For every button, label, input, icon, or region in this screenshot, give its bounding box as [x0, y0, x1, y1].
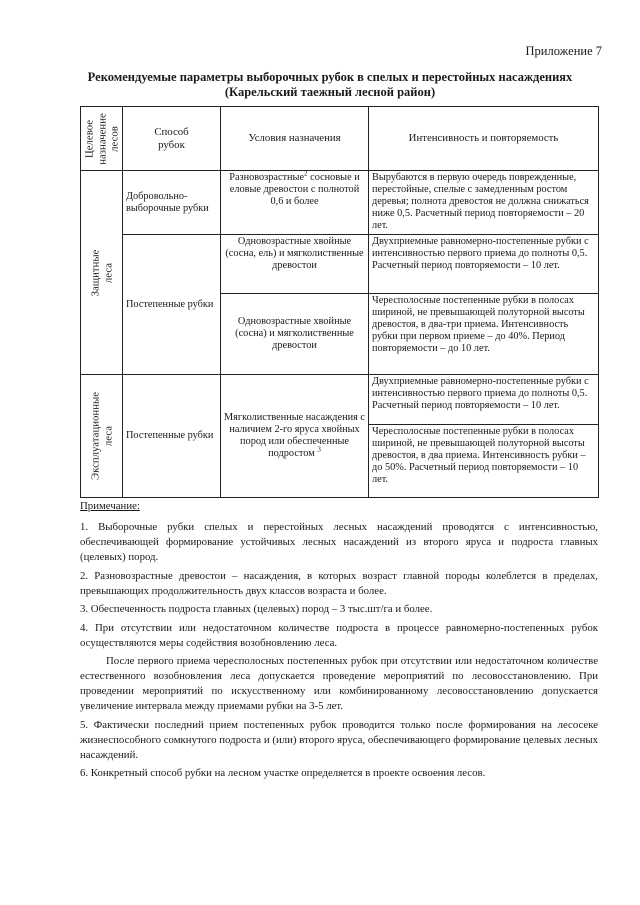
table-row — [81, 171, 599, 235]
note-item: 2. Разновозрастные древостои – насаждения, в которых возраст главной породы колеблется в пределах, превышающих продолжительность двух классов возраста и более. — [80, 569, 598, 597]
header-purpose-line: Целевое — [82, 119, 95, 158]
notes-section — [80, 499, 598, 785]
footnote-mark: 2 — [304, 169, 308, 178]
intensity-cell: Двухприемные равномерно-постепенные рубки с интенсивностью первого приема до полноты 0,5. Расчетный период повторяемости – 10 лет. — [369, 375, 599, 425]
header-method-line: рубок — [158, 138, 185, 151]
intensity-cell: Двухприемные равномерно-постепенные рубки с интенсивностью первого приема до полноты 0,5. Расчетный период повторяемости – 10 лет. — [369, 235, 599, 294]
group-protective — [81, 171, 123, 375]
document-title — [60, 70, 600, 100]
header-method-line: Способ — [154, 125, 189, 138]
conditions-cell: Одновозрастные хвойные (сосна) и мягколиственные древостои — [221, 294, 369, 375]
header-purpose — [81, 107, 123, 171]
intensity-cell: Чересполосные постепенные рубки в полосах шириной, не превышающей полуторной высоты древостоя, в два-три приема. Интенсивность рубки при первом приеме – до 40%. Период повторяемости – до 10 лет. — [369, 294, 599, 375]
note-item: 3. Обеспеченность подроста главных (целевых) пород – 3 тыс.шт/га и более. — [80, 603, 433, 615]
header-intensity: Интенсивность и повторяемость — [369, 107, 599, 171]
conditions-text: сосновые и еловые древостои с полнотой 0,6 и более — [229, 172, 360, 207]
table-row — [81, 235, 599, 294]
notes-heading: Примечание: — [80, 500, 140, 512]
group-label-line: Защитные — [89, 249, 101, 296]
table-row — [81, 375, 599, 425]
title-line-2: (Карельский таежный лесной район) — [224, 85, 436, 99]
method-cell: Добровольно-выборочные рубки — [123, 171, 221, 235]
intensity-cell: Вырубаются в первую очередь поврежденные, перестойные, спелые с замедленным ростом деревья; полнота древостоя не должна снижаться ниже 0,5. Расчетный период повторяемости – 20 лет. — [369, 171, 599, 235]
group-label-line: Эксплуатационные — [89, 391, 101, 481]
footnote-mark: 3 — [317, 445, 321, 454]
note-item: 6. Конкретный способ рубки на лесном участке определяется в проекте освоения лесов. — [80, 767, 486, 779]
group-label-line: леса — [101, 262, 114, 283]
conditions-cell — [221, 375, 369, 498]
note-item: 5. Фактически последний прием постепенных рубок проводится только после формирования на лесосеке жизнеспособного сомкнутого подроста и (или) второго яруса, обеспечивающего формирование целевых лесных насаждений. — [80, 718, 598, 761]
header-method — [123, 107, 221, 171]
group-label-line: леса — [101, 425, 114, 447]
conditions-text: Мягколиственные насаждения с наличием 2-го яруса хвойных пород или обеспеченные подростом — [224, 412, 365, 459]
conditions-cell: Одновозрастные хвойные (сосна, ель) и мягколиственные древостои — [221, 235, 369, 294]
intensity-cell: Чересполосные постепенные рубки в полосах шириной, не превышающей полуторной высоты древостоя, в два приема. Интенсивность рубки – до 50%. Расчетный период повторяемости – 10 лет. — [369, 425, 599, 498]
title-line-1: Рекомендуемые параметры выборочных рубок в спелых и перестойных насаждениях — [87, 70, 573, 84]
method-cell: Постепенные рубки — [123, 375, 221, 498]
header-purpose-line: назначение — [95, 112, 108, 165]
note-item: 1. Выборочные рубки спелых и перестойных лесных насаждений проводятся с интенсивностью, обеспечивающей формирование устойчивых лесных насаждений из второго яруса и подроста главных (целевых) пород. — [80, 521, 598, 563]
conditions-cell — [221, 171, 369, 235]
note-item: 4. При отсутствии или недостаточном количестве подроста в процессе равномерно-постепенных рубок осуществляются меры содействия возобновлению леса. — [80, 621, 598, 649]
parameters-table — [80, 106, 599, 498]
header-conditions: Условия назначения — [221, 107, 369, 171]
conditions-text: Разновозрастные — [229, 172, 305, 183]
note-paragraph: После первого приема чересполосных постепенных рубок при отсутствии или недостаточном количестве естественного возобновления леса допускается проведение мероприятий по лесовосстановлению. При проведении мероприятий по искусственному или комбинированному лесовосстановлению допускается увеличение интервала между приемами рубки на 3-5 лет. — [80, 655, 598, 712]
header-purpose-line: лесов — [107, 125, 120, 152]
group-exploitation — [81, 375, 123, 498]
table-header-row — [81, 107, 599, 171]
appendix-label: Приложение 7 — [525, 44, 602, 58]
method-cell: Постепенные рубки — [123, 235, 221, 375]
